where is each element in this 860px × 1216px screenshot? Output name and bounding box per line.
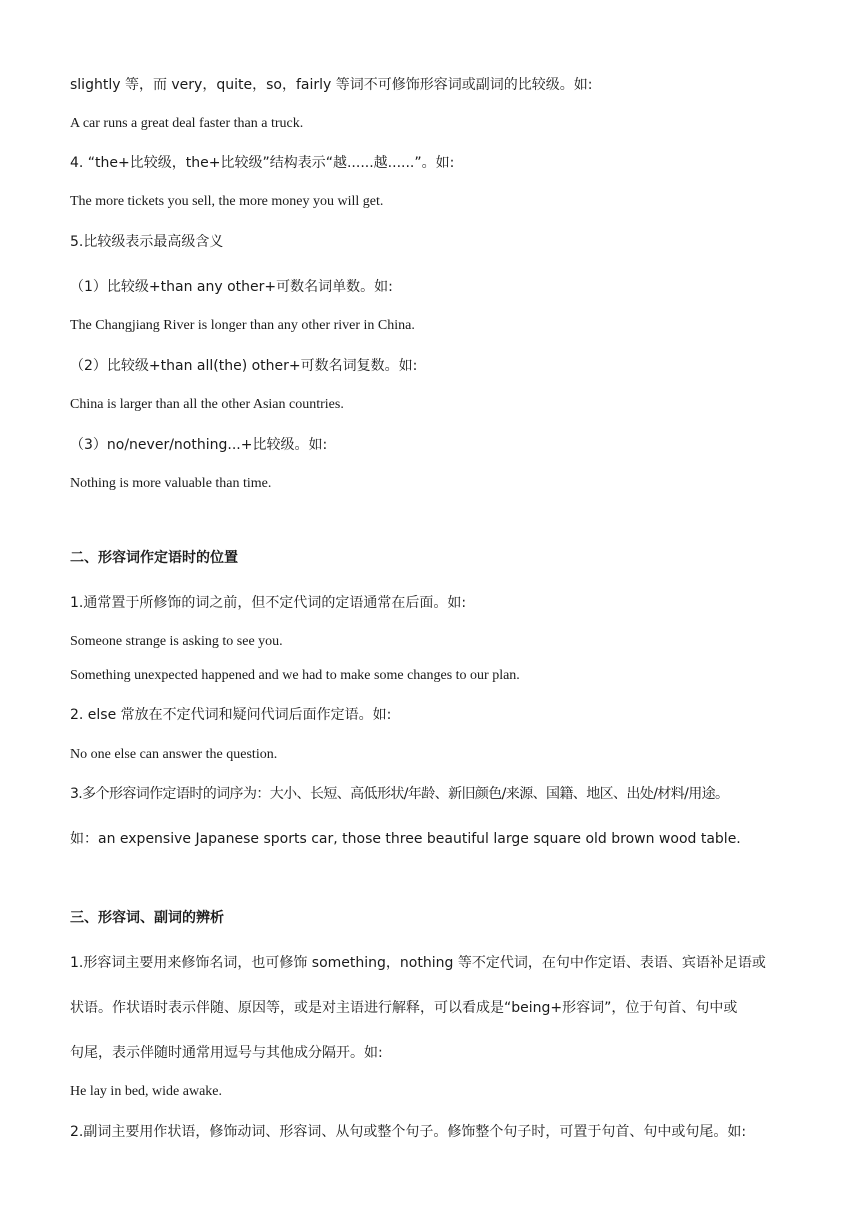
example-sentence: No one else can answer the question. (70, 747, 278, 762)
text-line: 2.副词主要用作状语，修饰动词、形容词、从句或整个句子。修饰整个句子时，可置于句首、句中或句尾。如: (70, 1124, 747, 1140)
section-heading: 二、形容词作定语时的位置 (70, 550, 238, 566)
text-line: （1）比较级+than any other+可数名词单数。如: (70, 279, 393, 295)
example-sentence: Something unexpected happened and we had to make some changes to our plan. (70, 668, 520, 683)
text-line: 3.多个形容词作定语时的词序为：大小、长短、高低形状/年龄、新旧颜色/来源、国籍、地区、出处/材料/用途。 (70, 786, 729, 802)
text-line: （2）比较级+than all(the) other+可数名词复数。如: (70, 358, 418, 374)
example-sentence: China is larger than all the other Asian countries. (70, 397, 344, 412)
example-sentence: The more tickets you sell, the more money you will get. (70, 194, 384, 209)
text-line: 1.通常置于所修饰的词之前，但不定代词的定语通常在后面。如: (70, 595, 467, 611)
text-line: 4. “the+比较级，the+比较级”结构表示“越......越......”。如: (70, 155, 455, 171)
example-sentence: Nothing is more valuable than time. (70, 476, 272, 491)
example-sentence: Someone strange is asking to see you. (70, 634, 283, 649)
example-sentence: He lay in bed, wide awake. (70, 1084, 222, 1099)
text-line: 如：an expensive Japanese sports car, those three beautiful large square old brown wood table. (70, 831, 741, 847)
section-heading: 三、形容词、副词的辨析 (70, 910, 224, 926)
text-line: 句尾，表示伴随时通常用逗号与其他成分隔开。如: (70, 1045, 383, 1061)
text-line: slightly 等，而 very，quite，so，fairly 等词不可修饰形容词或副词的比较级。如: (70, 77, 593, 93)
text-line: 1.形容词主要用来修饰名词，也可修饰 something，nothing 等不定代词，在句中作定语、表语、宾语补足语或 (70, 955, 766, 971)
text-line: 5.比较级表示最高级含义 (70, 234, 224, 250)
example-sentence: The Changjiang River is longer than any other river in China. (70, 318, 415, 333)
text-line: 2. else 常放在不定代词和疑问代词后面作定语。如: (70, 707, 392, 723)
text-line: 状语。作状语时表示伴随、原因等，或是对主语进行解释，可以看成是“being+形容词”，位于句首、句中或 (70, 1000, 738, 1016)
text-line: （3）no/never/nothing...+比较级。如: (70, 437, 328, 453)
example-sentence: A car runs a great deal faster than a truck. (70, 116, 304, 131)
